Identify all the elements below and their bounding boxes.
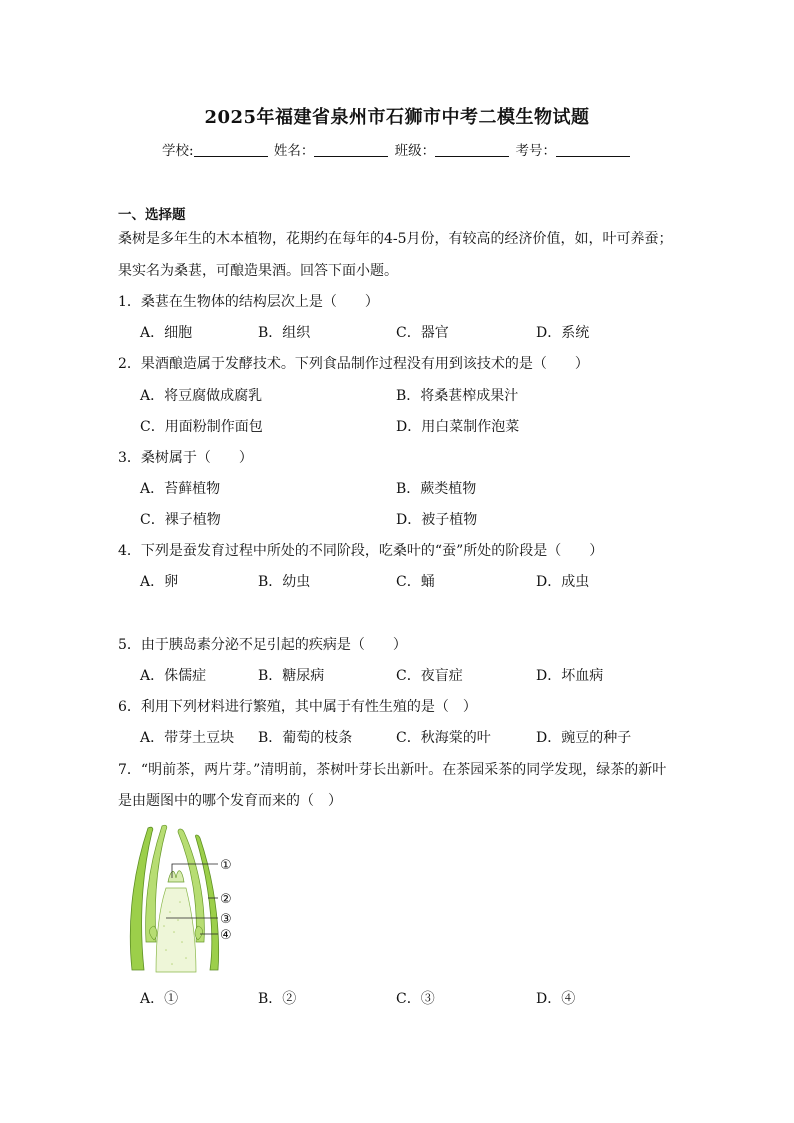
question-5-stem: 5．由于胰岛素分泌不足引起的疾病是（ ）	[118, 637, 407, 653]
intro-line-1: 桑树是多年生的木本植物，花期约在每年的4-5月份，有较高的经济价值，如，叶可养蚕；	[118, 231, 673, 247]
question-4-option-d[interactable]: D．成虫	[536, 574, 590, 590]
name-label: 姓名：	[273, 143, 315, 159]
question-4-option-b[interactable]: B．幼虫	[258, 574, 311, 590]
class-label: 班级：	[394, 143, 436, 159]
question-1-option-c[interactable]: C．器官	[396, 325, 449, 341]
student-info-line	[0, 139, 794, 159]
leaf-bud-diagram	[126, 822, 246, 974]
question-2-stem: 2．果酒酿造属于发酵技术。下列食品制作过程没有用到该技术的是（ ）	[118, 356, 589, 372]
question-6-option-a[interactable]: A．带芽土豆块	[140, 730, 235, 746]
question-3-option-a[interactable]: A．苔藓植物	[140, 481, 221, 497]
question-5-option-a[interactable]: A．侏儒症	[140, 668, 207, 684]
question-7-option-d[interactable]: D．④	[536, 991, 576, 1007]
page-title: 2025年福建省泉州市石狮市中考二模生物试题	[204, 107, 590, 128]
question-1-option-a[interactable]: A．细胞	[140, 325, 193, 341]
exam-number-label: 考号：	[515, 143, 556, 159]
question-4-option-c[interactable]: C．蛹	[396, 574, 435, 590]
question-7-option-a[interactable]: A．①	[140, 991, 179, 1007]
question-1-option-b[interactable]: B．组织	[258, 325, 311, 341]
exam-number-blank[interactable]	[556, 144, 630, 157]
question-1-stem: 1．桑葚在生物体的结构层次上是（ ）	[118, 294, 379, 310]
question-6-option-d[interactable]: D．豌豆的种子	[536, 730, 632, 746]
school-blank[interactable]	[194, 144, 268, 157]
name-blank[interactable]	[314, 144, 388, 157]
intro-line-2: 果实名为桑葚，可酿造果酒。回答下面小题。	[118, 263, 398, 279]
question-7-stem: 7．“明前茶，两片芽。”清明前，茶树叶芽长出新叶。在茶园采茶的同学发现，绿茶的新叶	[118, 762, 667, 778]
question-2-option-a[interactable]: A．将豆腐做成腐乳	[140, 388, 263, 404]
question-3-option-d[interactable]: D．被子植物	[396, 512, 478, 528]
question-6-option-c[interactable]: C．秋海棠的叶	[396, 730, 491, 746]
question-3-option-c[interactable]: C．裸子植物	[140, 512, 221, 528]
question-5-option-d[interactable]: D．坏血病	[536, 668, 604, 684]
question-5-option-c[interactable]: C．夜盲症	[396, 668, 463, 684]
school-label: 学校:	[162, 143, 194, 159]
question-4-stem: 4．下列是蚕发育过程中所处的不同阶段，吃桑叶的“蚕”所处的阶段是（ ）	[118, 543, 604, 559]
class-blank[interactable]	[435, 144, 509, 157]
figure-label-4: ④	[220, 928, 232, 943]
question-2-option-c[interactable]: C．用面粉制作面包	[140, 419, 263, 435]
bud-axis	[156, 888, 196, 972]
question-7-stem-continued: 是由题图中的哪个发育而来的（ ）	[118, 793, 342, 809]
figure-label-3: ③	[220, 912, 232, 927]
question-7-option-c[interactable]: C．③	[396, 991, 435, 1007]
question-6-stem: 6．利用下列材料进行繁殖，其中属于有性生殖的是（ ）	[118, 699, 477, 715]
question-2-option-d[interactable]: D．用白菜制作泡菜	[396, 419, 520, 435]
growth-cone	[168, 871, 184, 882]
question-1-option-d[interactable]: D．系统	[536, 325, 590, 341]
question-3-option-b[interactable]: B．蕨类植物	[396, 481, 477, 497]
question-5-option-b[interactable]: B．糖尿病	[258, 668, 325, 684]
question-4-option-a[interactable]: A．卵	[140, 574, 179, 590]
question-7-option-b[interactable]: B．②	[258, 991, 297, 1007]
question-2-option-b[interactable]: B．将桑葚榨成果汁	[396, 388, 519, 404]
figure-label-2: ②	[220, 892, 232, 907]
question-3-stem: 3．桑树属于（ ）	[118, 450, 253, 466]
section-title: 一、选择题	[118, 207, 186, 223]
question-6-option-b[interactable]: B．葡萄的枝条	[258, 730, 353, 746]
figure-label-1: ①	[220, 858, 232, 873]
